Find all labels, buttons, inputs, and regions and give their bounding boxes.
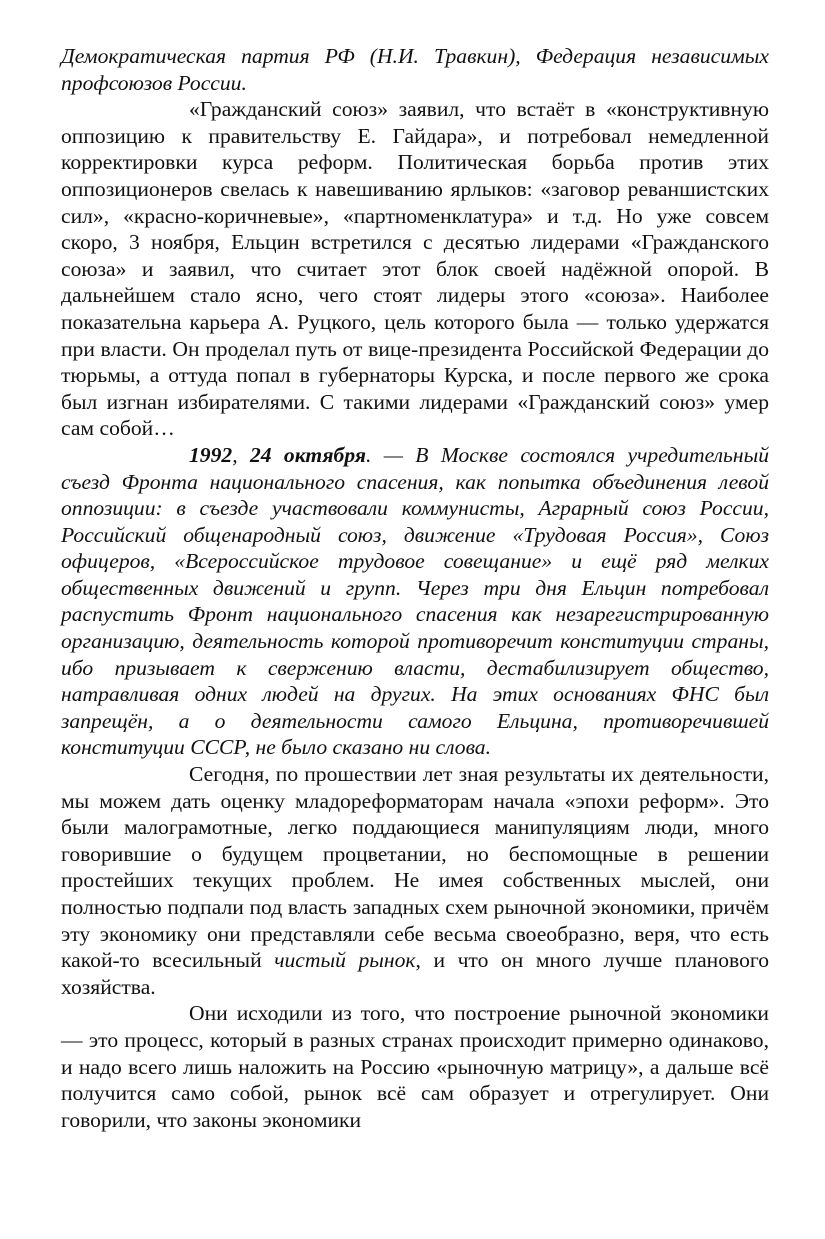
text-run: «Гражданский союз» заявил, что встаёт в «конструктивную оппозицию к правительству Е. Гайдара», и потребовал немедленной корректировки курса реформ. Политическая борьба против этих оппозиционеров свелась к навешиванию ярлыков: «заговор реваншистских сил», «красно-коричневые», «партноменклатура» и т.д. Но уже совсем скоро, 3 ноября, Ельцин встретился с десятью лидерами «Гражданского союза» и заявил, что считает этот блок своей надёжной опорой. В дальнейшем стало ясно, чего стоят лидеры этого «союза». Наиболее показательна карьера А. Руцкого, цель которого была — только удержатся при власти. Он проделал путь от вице-президента Российской Федерации до тюрьмы, а оттуда попал в губернаторы Курска, и после первого же срока был изгнан избирателями. С такими лидерами «Гражданский союз» умер сам собой… bbox=[61, 97, 769, 441]
paragraph-parties bbox=[61, 43, 769, 96]
text-run: Они исходили из того, что построение рыночной экономики — это процесс, который в разных странах происходит примерно одинаково, и надо всего лишь наложить на Россию «рыночную матрицу», а дальше всё получится само собой, рынок всё сам образует и отрегулирует. Они говорили, что законы экономики bbox=[61, 1001, 769, 1132]
paragraph-civic-union bbox=[61, 96, 769, 442]
text-run: Сегодня, по прошествии лет зная результаты их деятельности, мы можем дать оценку младореформаторам начала «эпохи реформ». Это были малограмотные, легко поддающиеся манипуляциям люди, много говорившие о будущем процветании, но беспомощные в решении простейших текущих проблем. Не имея собственных мыслей, они полностью подпали под власть западных схем рыночной экономики, причём эту экономику они представляли себе весьма своеобразно, веря, что есть какой-то всесильный bbox=[61, 762, 769, 973]
date-year: 1992 bbox=[189, 442, 233, 467]
text-run: . — В Москве состоялся учредительный съезд Фронта национального спасения, как попытка объединения левой оппозиции: в съезде участвовали коммунисты, Аграрный союз России, Российский общенародный союз, движение «Трудовая Россия», Союз офицеров, «Всероссийское трудовое совещание» и ещё ряд мелких общественных движений и групп. Через три дня Ельцин потребовал распустить Фронт национального спасения как незарегистрированную организацию, деятельность которой противоречит конституции страны, ибо призывает к свержению власти, дестабилизирует общество, натравливая одних людей на других. На этих основаниях ФНС был запрещён, а о деятельности самого Ельцина, противоречившей конституции СССР, не было сказано ни слова. bbox=[61, 442, 770, 760]
text-run: , bbox=[232, 442, 250, 467]
paragraph-young-reformers bbox=[61, 761, 769, 1000]
emphasis-pure-market: чистый рынок bbox=[274, 948, 416, 973]
text-run: , и что он много лучше планового хозяйства. bbox=[61, 948, 769, 999]
date-day: 24 октября bbox=[249, 442, 366, 467]
paragraph-national-salvation-front bbox=[61, 442, 769, 761]
paragraph-market-matrix bbox=[61, 1000, 769, 1133]
text-run: Демократическая партия РФ (Н.И. Травкин), Федерация независимых профсоюзов России. bbox=[61, 44, 769, 95]
